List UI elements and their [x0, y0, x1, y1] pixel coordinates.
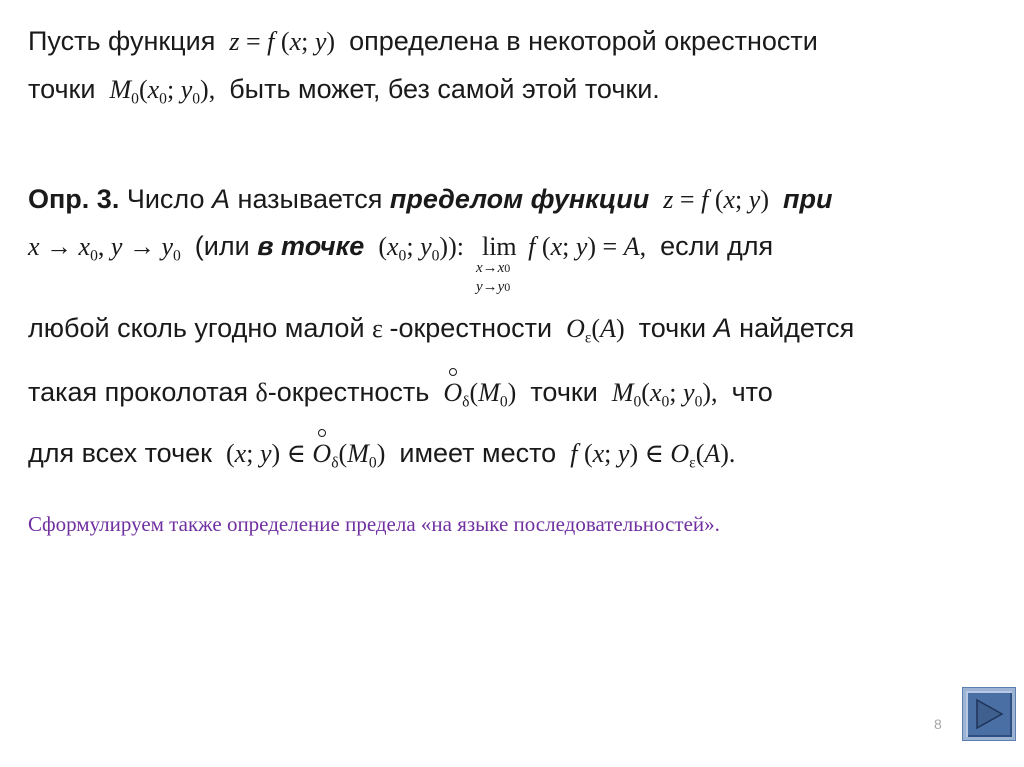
definition-line-3	[28, 312, 854, 345]
intro-text: Пусть функция	[28, 26, 216, 56]
definition-term: в точке	[257, 231, 365, 261]
definition-text: если для	[660, 231, 774, 261]
punctured-neighborhood-formula: $O_\delta(M_0)$	[443, 378, 523, 411]
epsilon-symbol: ε	[372, 314, 390, 343]
definition-text: Число	[126, 184, 205, 214]
definition-text: для всех точек	[28, 438, 212, 468]
delta-symbol: δ	[255, 378, 268, 407]
definition-line-4	[28, 376, 773, 409]
definition-text: точки	[530, 377, 598, 407]
membership-formula: (x; y) ∈ $O_\delta(M_0)$	[219, 439, 392, 472]
intro-text: быть может, без самой этой точки.	[229, 74, 660, 104]
limit-expression: f (x; y) = A,	[528, 232, 653, 261]
intro-line-2	[28, 73, 660, 106]
page-number: 8	[934, 716, 942, 732]
limit-formula: lim x→x0 y→y0	[475, 232, 517, 295]
result-formula: f (x; y) ∈ $O_\varepsilon(A)$.	[570, 439, 736, 472]
intro-line-1	[28, 25, 818, 58]
definition-line-5	[28, 437, 735, 470]
play-triangle-icon	[974, 698, 1004, 730]
limit-variable: A	[212, 184, 231, 214]
neighborhood-formula: $O_\varepsilon(A)$	[566, 314, 632, 347]
function-formula: z = f (x; y)	[663, 185, 776, 214]
definition-text: такая проколотая	[28, 377, 248, 407]
point-formula: $M_0(x_0$; $y_0$),	[109, 75, 222, 108]
definition-text: имеет место	[399, 438, 557, 468]
definition-text: (или	[194, 231, 250, 261]
definition-text: что	[731, 377, 773, 407]
limit-variable: A	[713, 313, 732, 343]
note-text: Сформулируем также определение предела «на языке последовательностей».	[28, 512, 720, 536]
definition-text: -окрестности	[389, 313, 553, 343]
definition-line-2	[28, 230, 774, 295]
definition-label: Опр. 3.	[28, 184, 120, 214]
intro-text: точки	[28, 74, 96, 104]
definition-text: -окрестность	[267, 377, 430, 407]
intro-text: определена в некоторой окрестности	[349, 26, 818, 56]
definition-term: пределом функции	[389, 184, 650, 214]
definition-text: называется	[237, 184, 383, 214]
next-slide-button[interactable]	[963, 688, 1015, 740]
approach-formula: $x \to x_0$, $y \to y_0$	[28, 232, 181, 265]
function-formula: z = f (x; y)	[229, 27, 342, 56]
definition-text: любой сколь угодно малой	[28, 313, 365, 343]
definition-text: точки	[638, 313, 707, 343]
definition-text: при	[783, 184, 833, 214]
definition-text: найдется	[739, 313, 855, 343]
point-formula: ($x_0$; $y_0$)):	[371, 232, 471, 265]
definition-line-1	[28, 183, 833, 216]
point-formula: $M_0(x_0$; $y_0$),	[611, 378, 725, 411]
